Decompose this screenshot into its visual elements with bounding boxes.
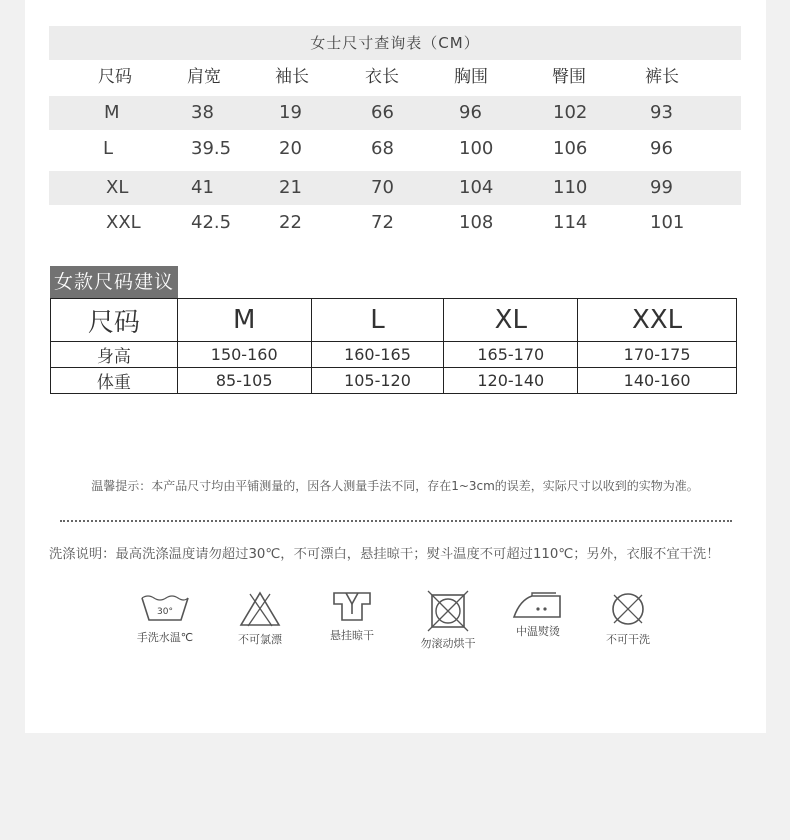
table-cell: 160-165	[311, 342, 444, 368]
care-item	[220, 590, 300, 647]
row-header-cell: 身高	[51, 342, 178, 368]
table-cell: 102	[553, 102, 588, 123]
care-item	[125, 590, 205, 645]
table-cell: 72	[371, 212, 394, 233]
size-chart-header-row	[49, 60, 741, 94]
table-cell: 41	[191, 177, 214, 198]
header-chest: 胸围	[454, 67, 488, 87]
size-cell: XL	[106, 177, 129, 198]
iron-medium-icon	[512, 590, 564, 620]
care-label: 勿滚动烘干	[420, 637, 476, 650]
table-row	[51, 342, 737, 368]
table-cell: 114	[553, 212, 588, 233]
table-cell: 22	[279, 212, 302, 233]
measurement-notice: 温馨提示：本产品尺寸均由平铺测量的，因各人测量手法不同，存在1~3cm的误差，实际尺寸以收到的实物为准。	[91, 479, 699, 493]
table-cell: 20	[279, 138, 302, 159]
care-label: 中温熨烫	[516, 625, 560, 638]
header-cell: XXL	[578, 299, 737, 342]
table-cell: 105-120	[311, 368, 444, 394]
table-cell: 106	[553, 138, 588, 159]
table-cell: 101	[650, 212, 685, 233]
table-cell: 96	[650, 138, 673, 159]
table-cell: 170-175	[578, 342, 737, 368]
table-cell: 96	[459, 102, 482, 123]
table-cell: 42.5	[191, 212, 232, 233]
table-cell: 140-160	[578, 368, 737, 394]
care-label: 手洗水温℃	[136, 631, 194, 644]
table-row	[49, 171, 741, 205]
header-size: 尺码	[98, 67, 132, 87]
size-cell: L	[103, 138, 114, 159]
table-row	[49, 206, 741, 240]
wash-instructions: 洗涤说明：最高洗涤温度请勿超过30℃，不可漂白，悬挂晾干；熨斗温度不可超过110℃；另外，衣服不宜干洗！	[49, 547, 720, 562]
table-cell: 21	[279, 177, 302, 198]
table-row	[49, 132, 741, 166]
header-shoulder: 肩宽	[187, 67, 221, 87]
care-item	[312, 590, 392, 643]
no-dry-clean-icon	[608, 590, 648, 628]
table-cell: 99	[650, 177, 673, 198]
care-item	[498, 590, 578, 639]
hand-wash-icon	[139, 590, 191, 626]
care-label: 不可氯漂	[238, 633, 282, 646]
table-cell: 165-170	[444, 342, 578, 368]
table-row	[51, 368, 737, 394]
care-label: 不可干洗	[606, 633, 650, 646]
table-header-row	[51, 299, 737, 342]
table-cell: 85-105	[177, 368, 311, 394]
header-length: 衣长	[365, 67, 399, 87]
dotted-divider	[60, 520, 732, 522]
table-row	[49, 96, 741, 130]
size-cell: M	[104, 102, 120, 123]
table-cell: 66	[371, 102, 394, 123]
header-cell: L	[311, 299, 444, 342]
header-sleeve: 袖长	[275, 67, 309, 87]
size-recommendation-table	[50, 298, 737, 394]
table-cell: 70	[371, 177, 394, 198]
header-pants-length: 裤长	[645, 67, 679, 87]
table-cell: 93	[650, 102, 673, 123]
table-cell: 38	[191, 102, 214, 123]
header-cell: M	[177, 299, 311, 342]
table-cell: 100	[459, 138, 494, 159]
header-cell: XL	[444, 299, 578, 342]
table-cell: 150-160	[177, 342, 311, 368]
table-cell: 104	[459, 177, 494, 198]
table-cell: 19	[279, 102, 302, 123]
header-hip: 臀围	[552, 67, 586, 87]
header-cell: 尺码	[51, 299, 178, 342]
size-cell: XXL	[106, 212, 141, 233]
no-bleach-icon	[238, 590, 282, 628]
table-cell: 120-140	[444, 368, 578, 394]
row-header-cell: 体重	[51, 368, 178, 394]
table-cell: 108	[459, 212, 494, 233]
size-chart-title: 女士尺寸查询表（CM）	[49, 26, 741, 60]
hang-dry-icon	[330, 590, 374, 624]
size-recommendation-label: 女款尺码建议	[50, 266, 178, 298]
care-item	[408, 590, 488, 651]
table-cell: 68	[371, 138, 394, 159]
table-cell: 39.5	[191, 138, 232, 159]
svg-text:30°: 30°	[157, 607, 173, 617]
no-tumble-dry-icon	[427, 590, 469, 632]
care-label: 悬挂晾干	[330, 629, 374, 642]
table-cell: 110	[553, 177, 588, 198]
care-item	[588, 590, 668, 647]
